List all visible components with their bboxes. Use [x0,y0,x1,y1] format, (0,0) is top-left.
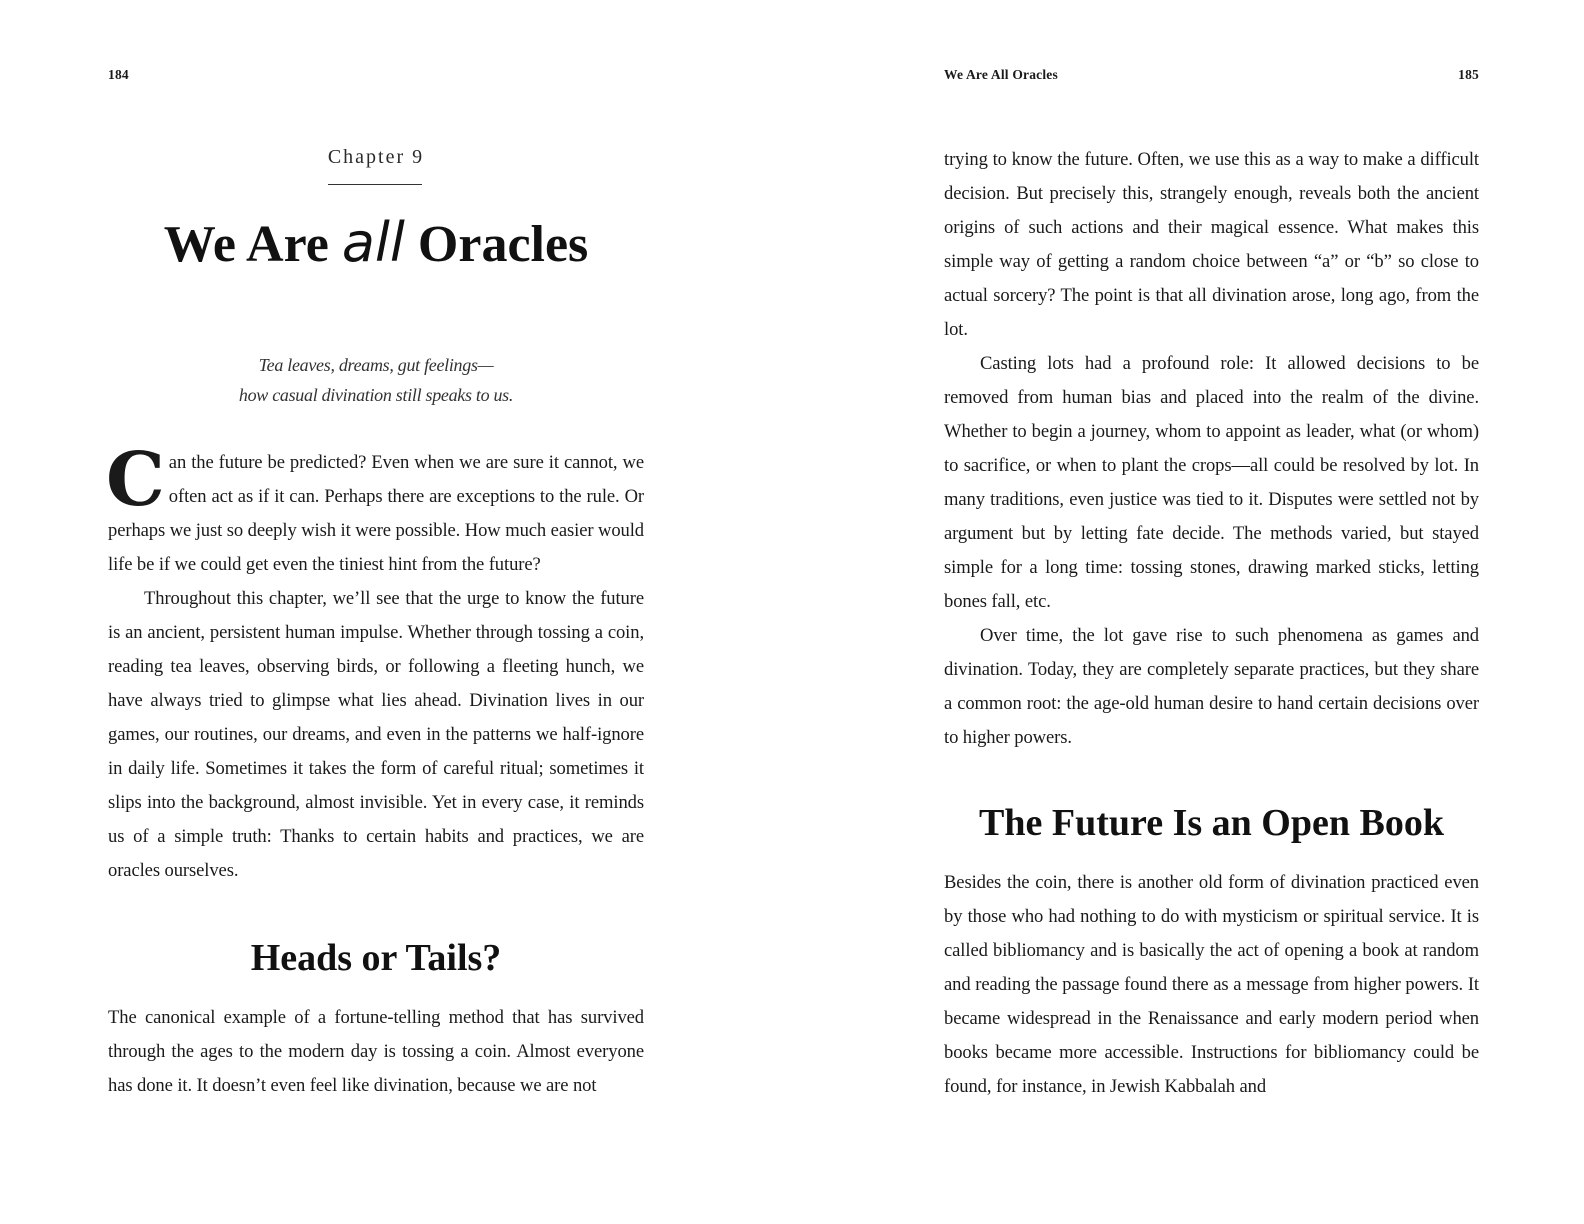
page-number-left: 184 [108,67,129,82]
running-head: We Are All Oracles [944,67,1058,82]
heads-or-tails-paragraph-1: The canonical example of a fortune-telling method that has survived through the ages to the modern day is tossing a coin. Almost everyone has done it. It doesn’t even feel like divination, because we are not [108,1007,644,1096]
section-heading-heads-or-tails: Heads or Tails? [250,937,502,979]
chapter-title-part2: Oracles [404,216,589,273]
right-page [944,0,1479,1224]
heads-or-tails-text [108,1001,644,1103]
chapter-label: Chapter 9 [327,146,425,168]
epigraph-line-2: how casual divination still speaks to us. [238,385,514,405]
drop-cap: C [106,437,165,523]
open-book-text [944,866,1479,1104]
intro-paragraph-1-text: an the future be predicted? Even when we are sure it cannot, we often act as if it can. Perhaps there are exceptions to the rule. Or perhaps we just so deeply wish it were possible. How much easier would life be if we could get even the tiniest hint from the future? [108,452,644,575]
page-number-right: 185 [1458,67,1479,82]
chapter-title-part1: We Are [163,216,342,273]
intro-paragraph-2: Throughout this chapter, we’ll see that the urge to know the future is an ancient, persistent human impulse. Whether through tossing a coin, reading tea leaves, observing birds, or following a fleeting hunch, we have always tried to glimpse what lies ahead. Divination lives in our games, our routines, our dreams, and even in the patterns we half-ignore in daily life. Sometimes it takes the form of careful ritual; sometimes it slips into the background, almost invisible. Yet in every case, it reminds us of a simple truth: Thanks to certain habits and practices, we are oracles ourselves. [108,588,644,881]
epigraph [108,350,644,410]
chapter-divider [328,184,422,185]
intro-text [106,437,644,888]
continued-paragraph-2: Casting lots had a profound role: It allowed decisions to be removed from human bias and placed into the realm of the divine. Whether to begin a journey, whom to appoint as leader, what (or whom) to sacrifice, or when to plant the crops—all could be resolved by lot. In many traditions, even justice was tied to it. Disputes were settled not by argument but by letting fate decide. The methods varied, but stayed simple for a long time: tossing stones, drawing marked sticks, letting bones fall, etc. [944,353,1479,612]
continued-paragraph-1: trying to know the future. Often, we use this as a way to make a difficult decision. But precisely this, strangely enough, reveals both the ancient origins of such actions and their magical essence. What makes this simple way of getting a random choice between “a” or “b” so close to actual sorcery? The point is that all divination arose, long ago, from the lot. [944,149,1479,340]
chapter-title [88,208,664,280]
chapter-title-emphasis: all [341,211,405,274]
continued-text [944,143,1479,755]
open-book-paragraph-1: Besides the coin, there is another old form of divination practiced even by those who had nothing to do with mysticism or spiritual service. It is called bibliomancy and is basically the act of opening a book at random and reading the passage found there as a message from higher powers. It became widespread in the Renaissance and early modern period when books became more accessible. Instructions for bibliomancy could be found, for instance, in Jewish Kabbalah and [944,872,1479,1097]
left-page [108,0,644,1224]
intro-paragraph-1 [106,437,644,582]
epigraph-line-1: Tea leaves, dreams, gut feelings— [258,355,494,375]
continued-paragraph-3: Over time, the lot gave rise to such phenomena as games and divination. Today, they are completely separate practices, but they share a common root: the age-old human desire to hand certain decisions over to higher powers. [944,625,1479,748]
section-heading-open-book: The Future Is an Open Book [979,802,1444,844]
